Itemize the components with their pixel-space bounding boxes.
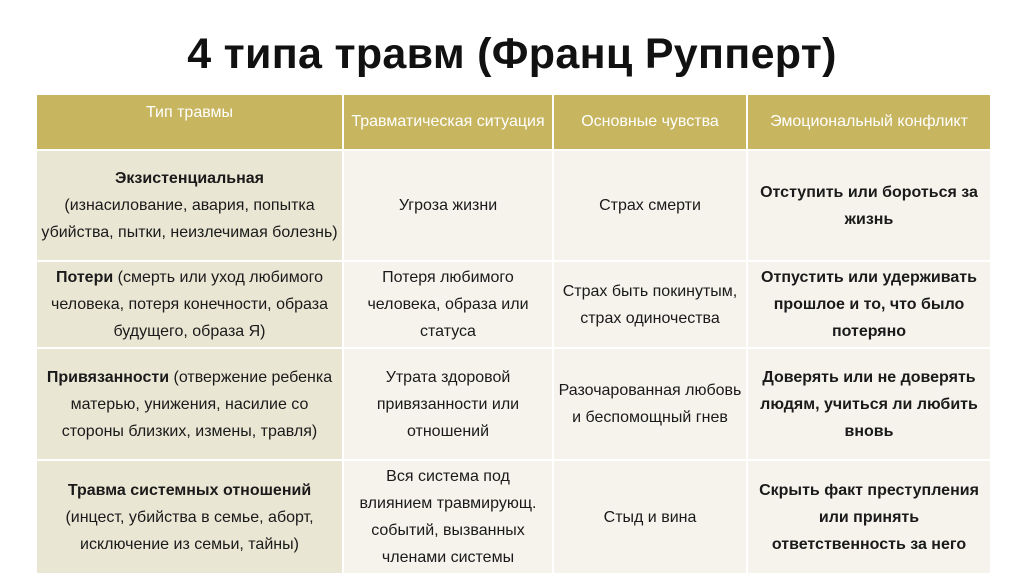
cell-conflict: Отступить или бороться за жизнь [747, 150, 991, 261]
trauma-type-name: Травма системных отношений [67, 481, 312, 499]
cell-situation: Утрата здоровой привязанности или отношений [343, 348, 553, 460]
header-main-feelings: Основные чувства [553, 94, 747, 150]
table-row [36, 460, 991, 574]
cell-feelings: Страх быть покинутым, страх одиночества [553, 261, 747, 348]
cell-situation: Угроза жизни [343, 150, 553, 261]
trauma-table [35, 93, 992, 574]
table-header-row [36, 94, 991, 150]
slide-title: 4 типа травм (Франц Рупперт) [187, 30, 837, 78]
table-row [36, 150, 991, 261]
trauma-type-examples: (отвержение ребенка матерью, унижения, насилие со стороны близких, измены, травля) [61, 368, 333, 440]
cell-trauma-type [36, 150, 343, 261]
trauma-type-name: Потери [55, 269, 114, 286]
cell-conflict: Отпустить или удерживать прошлое и то, что было потеряно [747, 261, 991, 348]
header-emotional-conflict: Эмоциональный конфликт [747, 94, 991, 150]
cell-trauma-type [36, 460, 343, 574]
cell-feelings: Страх смерти [553, 150, 747, 261]
cell-feelings: Разочарованная любовь и беспомощный гнев [553, 348, 747, 460]
trauma-type-examples: (смерть или уход любимого человека, потеря конечности, образа будущего, образа Я) [51, 269, 328, 340]
trauma-type-name: Привязанности [46, 368, 170, 386]
cell-situation: Потеря любимого человека, образа или статуса [343, 261, 553, 348]
cell-conflict: Скрыть факт преступления или принять ответственность за него [747, 460, 991, 574]
trauma-type-examples: (инцест, убийства в семье, аборт, исключение из семьи, тайны) [65, 508, 314, 553]
cell-conflict: Доверять или не доверять людям, учиться ли любить вновь [747, 348, 991, 460]
cell-trauma-type [36, 348, 343, 460]
cell-feelings: Стыд и вина [553, 460, 747, 574]
table-row [36, 261, 991, 348]
cell-trauma-type [36, 261, 343, 348]
cell-situation: Вся система под влиянием травмирующ. событий, вызванных членами системы [343, 460, 553, 574]
header-trauma-type: Тип травмы [36, 94, 343, 150]
trauma-type-examples: (изнасилование, авария, попытка убийства, пытки, неизлечимая болезнь) [41, 197, 338, 241]
table-row [36, 348, 991, 460]
header-trauma-situation: Травматическая ситуация [343, 94, 553, 150]
trauma-type-name: Экзистенциальная [115, 170, 264, 187]
